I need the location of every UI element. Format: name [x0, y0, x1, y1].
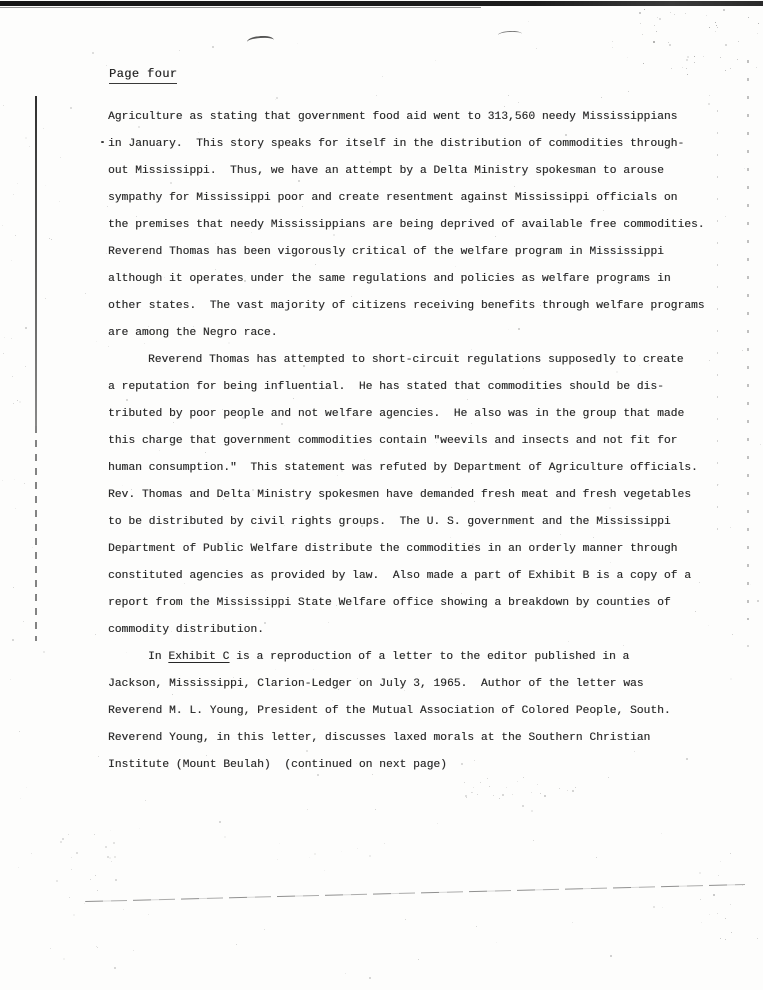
- noise-speck: [662, 907, 663, 908]
- noise-speck: [686, 59, 688, 61]
- noise-speck: [668, 42, 669, 43]
- noise-speck: [747, 645, 749, 647]
- noise-speck: [63, 958, 65, 960]
- noise-speck: [106, 253, 107, 254]
- scan-artifact-arc: [498, 30, 522, 38]
- text-line: [108, 590, 733, 617]
- text-line: [108, 509, 733, 536]
- noise-speck: [59, 201, 60, 202]
- noise-speck: [369, 977, 371, 979]
- text-line: [108, 671, 733, 698]
- noise-speck: [384, 843, 385, 844]
- noise-speck: [725, 939, 726, 940]
- noise-speck: [96, 341, 97, 342]
- noise-speck: [540, 793, 541, 794]
- noise-speck: [717, 913, 718, 914]
- noise-speck: [537, 784, 538, 785]
- noise-speck: [51, 239, 52, 240]
- noise-speck: [725, 918, 726, 919]
- underlined-text: Exhibit C: [168, 651, 230, 663]
- noise-speck: [43, 651, 45, 653]
- noise-speck: [62, 838, 64, 840]
- text-line: [108, 374, 733, 401]
- noise-speck: [13, 587, 14, 588]
- noise-speck: [709, 27, 710, 28]
- noise-speck: [750, 584, 751, 585]
- text-line: [108, 536, 733, 563]
- noise-speck: [90, 879, 91, 880]
- noise-speck: [496, 942, 497, 943]
- noise-speck: [97, 890, 98, 891]
- noise-speck: [45, 298, 46, 299]
- noise-speck: [68, 834, 69, 835]
- noise-speck: [109, 857, 111, 859]
- noise-speck: [11, 338, 12, 339]
- page-heading: Page four: [109, 67, 177, 84]
- noise-speck: [71, 857, 72, 858]
- noise-speck: [376, 95, 377, 96]
- noise-speck: [25, 366, 26, 367]
- noise-speck: [277, 859, 278, 860]
- noise-speck: [730, 853, 731, 854]
- text-segment: a reputation for being influential. He has stated that commodities should be dis-: [108, 381, 664, 393]
- text-line: [108, 131, 733, 158]
- noise-speck: [123, 909, 124, 910]
- noise-speck: [502, 794, 504, 796]
- noise-speck: [499, 798, 500, 799]
- text-line: [108, 158, 733, 185]
- noise-speck: [544, 795, 546, 797]
- noise-speck: [612, 41, 613, 42]
- noise-speck: [357, 848, 358, 849]
- noise-speck: [309, 857, 310, 858]
- noise-speck: [382, 76, 383, 77]
- noise-speck: [31, 853, 32, 854]
- noise-speck: [32, 547, 33, 548]
- noise-speck: [12, 639, 14, 641]
- noise-speck: [85, 293, 86, 294]
- noise-speck: [756, 67, 757, 68]
- text-segment: human consumption." This statement was refuted by Department of Agriculture officials.: [108, 462, 698, 474]
- text-segment: to be distributed by civil rights groups. The U. S. government and the Mississippi: [108, 516, 671, 528]
- text-line: [108, 563, 733, 590]
- noise-speck: [107, 856, 109, 858]
- text-segment: are among the Negro race.: [108, 327, 278, 339]
- noise-speck: [275, 99, 276, 100]
- noise-speck: [757, 33, 758, 34]
- noise-speck: [212, 46, 214, 48]
- noise-speck: [522, 805, 524, 807]
- noise-speck: [418, 959, 419, 960]
- noise-speck: [464, 782, 465, 783]
- noise-speck: [725, 70, 726, 71]
- noise-speck: [341, 851, 342, 852]
- text-segment: tributed by poor people and not welfare agencies. He also was in the group that made: [108, 408, 685, 420]
- noise-speck: [97, 947, 98, 948]
- text-segment: in January. This story speaks for itself in the distribution of commodities through-: [108, 138, 685, 150]
- scan-edge-left: [35, 96, 37, 426]
- noise-speck: [730, 68, 731, 69]
- noise-speck: [435, 60, 436, 61]
- noise-speck: [760, 444, 761, 445]
- noise-speck: [720, 861, 721, 862]
- text-segment: this charge that government commodities contain "weevils and insects and not fit for: [108, 435, 678, 447]
- noise-speck: [324, 870, 325, 871]
- noise-speck: [687, 56, 689, 58]
- noise-speck: [2, 225, 3, 226]
- noise-speck: [528, 21, 529, 22]
- text-segment: although it operates under the same regulations and policies as welfare programs in: [108, 273, 671, 285]
- noise-speck: [19, 401, 21, 403]
- noise-speck: [476, 926, 477, 927]
- noise-speck: [694, 62, 695, 63]
- noise-speck: [145, 800, 146, 801]
- noise-speck: [644, 9, 645, 10]
- noise-speck: [669, 44, 671, 46]
- text-segment: In: [148, 651, 169, 663]
- noise-speck: [685, 13, 686, 14]
- noise-speck: [10, 679, 11, 680]
- noise-speck: [95, 875, 96, 876]
- noise-speck: [493, 795, 494, 796]
- noise-speck: [113, 842, 115, 844]
- scan-artifact-dot: [101, 141, 104, 143]
- noise-speck: [405, 919, 406, 920]
- noise-speck: [224, 836, 226, 838]
- noise-speck: [731, 932, 732, 933]
- noise-speck: [703, 56, 704, 57]
- noise-speck: [687, 74, 688, 75]
- noise-speck: [139, 828, 140, 829]
- noise-speck: [13, 194, 14, 195]
- noise-speck: [60, 841, 62, 843]
- noise-speck: [715, 31, 716, 32]
- noise-speck: [506, 787, 507, 788]
- text-segment: out Mississippi. Thus, we have an attempt by a Delta Ministry spokesman to arouse: [108, 165, 664, 177]
- noise-speck: [472, 792, 473, 793]
- noise-speck: [531, 810, 533, 812]
- text-segment: other states. The vast majority of citizens receiving benefits through welfare programs: [108, 300, 705, 312]
- noise-speck: [96, 946, 97, 947]
- noise-speck: [725, 44, 727, 46]
- text-segment: commodity distribution.: [108, 624, 264, 636]
- noise-speck: [686, 68, 687, 69]
- noise-speck: [640, 23, 641, 24]
- noise-speck: [106, 65, 107, 66]
- noise-speck: [744, 168, 745, 169]
- noise-speck: [11, 260, 12, 261]
- noise-speck: [95, 634, 96, 635]
- noise-speck: [60, 157, 61, 158]
- text-segment: Agriculture as stating that government food aid went to 313,560 needy Mississippians: [108, 111, 678, 123]
- noise-speck: [369, 855, 371, 857]
- noise-speck: [24, 483, 25, 484]
- noise-speck: [533, 840, 534, 841]
- noise-speck: [2, 480, 3, 481]
- text-segment: report from the Mississippi State Welfare office showing a breakdown by counties of: [108, 597, 671, 609]
- noise-speck: [26, 787, 27, 788]
- noise-speck: [661, 833, 662, 834]
- noise-speck: [12, 376, 13, 377]
- noise-speck: [43, 128, 44, 129]
- noise-speck: [314, 853, 316, 855]
- noise-speck: [720, 57, 721, 58]
- noise-speck: [179, 50, 180, 51]
- noise-speck: [71, 869, 72, 870]
- noise-speck: [264, 929, 265, 930]
- text-line: [108, 617, 733, 644]
- noise-speck: [694, 56, 695, 57]
- noise-speck: [115, 879, 117, 881]
- noise-speck: [512, 794, 513, 795]
- text-segment: Jackson, Mississippi, Clarion-Ledger on July 3, 1965. Author of the letter was: [108, 678, 644, 690]
- noise-speck: [276, 97, 278, 99]
- noise-speck: [738, 41, 739, 42]
- scan-edge-top-thin: [0, 7, 481, 8]
- noise-speck: [700, 899, 701, 900]
- noise-speck: [508, 95, 509, 96]
- noise-speck: [559, 788, 560, 789]
- noise-speck: [709, 95, 710, 96]
- text-line: [108, 104, 733, 131]
- noise-speck: [110, 830, 111, 831]
- noise-speck: [375, 809, 376, 810]
- noise-speck: [114, 967, 116, 969]
- noise-speck: [437, 823, 438, 824]
- noise-speck: [84, 903, 85, 904]
- noise-speck: [699, 872, 701, 874]
- noise-speck: [3, 353, 4, 354]
- scan-edge-bottom: [85, 884, 745, 902]
- noise-speck: [15, 508, 16, 509]
- noise-speck: [715, 22, 716, 23]
- noise-speck: [720, 938, 721, 939]
- noise-speck: [709, 914, 710, 915]
- noise-speck: [657, 17, 658, 18]
- noise-speck: [133, 950, 134, 951]
- text-line: [108, 428, 733, 455]
- noise-speck: [466, 797, 467, 798]
- noise-speck: [471, 792, 472, 793]
- noise-speck: [473, 787, 474, 788]
- noise-speck: [477, 794, 478, 795]
- noise-speck: [25, 327, 27, 329]
- noise-speck: [14, 479, 15, 480]
- noise-speck: [674, 14, 675, 15]
- noise-speck: [307, 809, 308, 810]
- noise-speck: [627, 57, 628, 58]
- text-segment: Reverend M. L. Young, President of the Mutual Association of Colored People, South.: [108, 705, 671, 717]
- noise-speck: [536, 48, 537, 49]
- noise-speck: [572, 922, 573, 923]
- noise-speck: [279, 843, 280, 844]
- text-line: [108, 293, 733, 320]
- noise-speck: [572, 790, 574, 792]
- noise-speck: [297, 43, 298, 44]
- noise-speck: [49, 238, 50, 239]
- noise-speck: [757, 600, 759, 602]
- text-line: [108, 347, 733, 374]
- noise-speck: [610, 955, 612, 957]
- text-line: [108, 320, 733, 347]
- text-line: [108, 266, 733, 293]
- noise-speck: [50, 948, 51, 949]
- noise-speck: [531, 792, 532, 793]
- noise-speck: [642, 34, 643, 35]
- noise-speck: [653, 41, 655, 43]
- noise-speck: [682, 67, 683, 68]
- noise-speck: [742, 350, 743, 351]
- noise-speck: [575, 787, 576, 788]
- noise-speck: [17, 400, 18, 401]
- noise-speck: [656, 31, 657, 32]
- noise-speck: [701, 922, 702, 923]
- noise-speck: [748, 17, 749, 18]
- noise-speck: [489, 786, 490, 787]
- text-segment: is a reproduction of a letter to the editor published in a: [229, 651, 630, 663]
- noise-speck: [70, 107, 72, 109]
- noise-speck: [567, 790, 568, 791]
- noise-speck: [465, 795, 467, 797]
- noise-speck: [19, 731, 20, 732]
- text-segment: constituted agencies as provided by law. Also made a part of Exhibit B is a copy of a: [108, 570, 692, 582]
- noise-speck: [596, 857, 597, 858]
- text-segment: the premises that needy Mississippians are being deprived of available free commodities.: [108, 219, 705, 231]
- noise-speck: [671, 68, 672, 69]
- noise-speck: [23, 621, 24, 622]
- text-line: [108, 212, 733, 239]
- noise-speck: [20, 798, 21, 799]
- noise-speck: [105, 846, 107, 848]
- text-line: [108, 725, 733, 752]
- text-segment: sympathy for Mississippi poor and create resentment against Mississippi officials on: [108, 192, 678, 204]
- noise-speck: [601, 97, 602, 98]
- text-segment: Reverend Young, in this letter, discusses laxed morals at the Southern Christian: [108, 732, 651, 744]
- noise-speck: [13, 403, 14, 404]
- text-line: [108, 644, 733, 671]
- noise-speck: [653, 906, 655, 908]
- text-line: [108, 752, 733, 779]
- noise-speck: [94, 834, 95, 835]
- noise-speck: [56, 880, 58, 882]
- scan-edge-top: [0, 1, 763, 6]
- text-segment: Reverend Thomas has attempted to short-circuit regulations supposedly to create: [148, 354, 684, 366]
- noise-speck: [517, 781, 518, 782]
- noise-speck: [730, 904, 731, 905]
- noise-speck: [713, 894, 715, 896]
- text-segment: Rev. Thomas and Delta Ministry spokesmen have demanded fresh meat and fresh vegetables: [108, 489, 692, 501]
- noise-speck: [3, 105, 4, 106]
- noise-speck: [76, 852, 78, 854]
- noise-speck: [25, 137, 27, 139]
- scan-noise-column-right: [747, 60, 749, 620]
- noise-speck: [706, 15, 707, 16]
- noise-speck: [757, 938, 758, 939]
- noise-speck: [345, 973, 346, 974]
- scan-artifact-arc: [247, 35, 275, 47]
- noise-speck: [111, 861, 112, 862]
- noise-speck: [29, 146, 30, 147]
- noise-speck: [612, 47, 613, 48]
- noise-speck: [92, 52, 94, 54]
- noise-speck: [670, 12, 671, 13]
- text-line: [108, 698, 733, 725]
- text-segment: Reverend Thomas has been vigorously critical of the welfare program in Mississippi: [108, 246, 664, 258]
- noise-speck: [18, 867, 19, 868]
- noise-speck: [639, 12, 641, 14]
- noise-speck: [4, 337, 5, 338]
- noise-speck: [723, 9, 725, 11]
- noise-speck: [45, 185, 46, 186]
- noise-speck: [628, 91, 629, 92]
- noise-speck: [148, 914, 149, 915]
- text-line: [108, 455, 733, 482]
- text-line: [108, 482, 733, 509]
- noise-speck: [69, 897, 70, 898]
- text-line: [108, 239, 733, 266]
- noise-speck: [236, 944, 237, 945]
- scan-edge-left-dashed: [35, 426, 37, 641]
- text-line: [108, 401, 733, 428]
- noise-speck: [219, 821, 221, 823]
- noise-speck: [73, 914, 75, 916]
- noise-speck: [659, 18, 661, 20]
- noise-speck: [98, 756, 99, 757]
- noise-speck: [114, 856, 116, 858]
- noise-speck: [654, 25, 655, 26]
- noise-speck: [643, 63, 644, 64]
- noise-speck: [17, 183, 18, 184]
- text-segment: Institute (Mount Beulah) (continued on next page): [108, 759, 447, 771]
- document-body: [108, 104, 733, 779]
- text-segment: Department of Public Welfare distribute the commodities in an orderly manner through: [108, 543, 678, 555]
- noise-speck: [758, 23, 759, 24]
- noise-speck: [717, 27, 718, 28]
- noise-speck: [15, 235, 16, 236]
- noise-speck: [718, 875, 719, 876]
- text-line: [108, 185, 733, 212]
- noise-speck: [737, 59, 738, 60]
- noise-speck: [742, 885, 743, 886]
- noise-speck: [716, 25, 717, 26]
- noise-speck: [480, 782, 481, 783]
